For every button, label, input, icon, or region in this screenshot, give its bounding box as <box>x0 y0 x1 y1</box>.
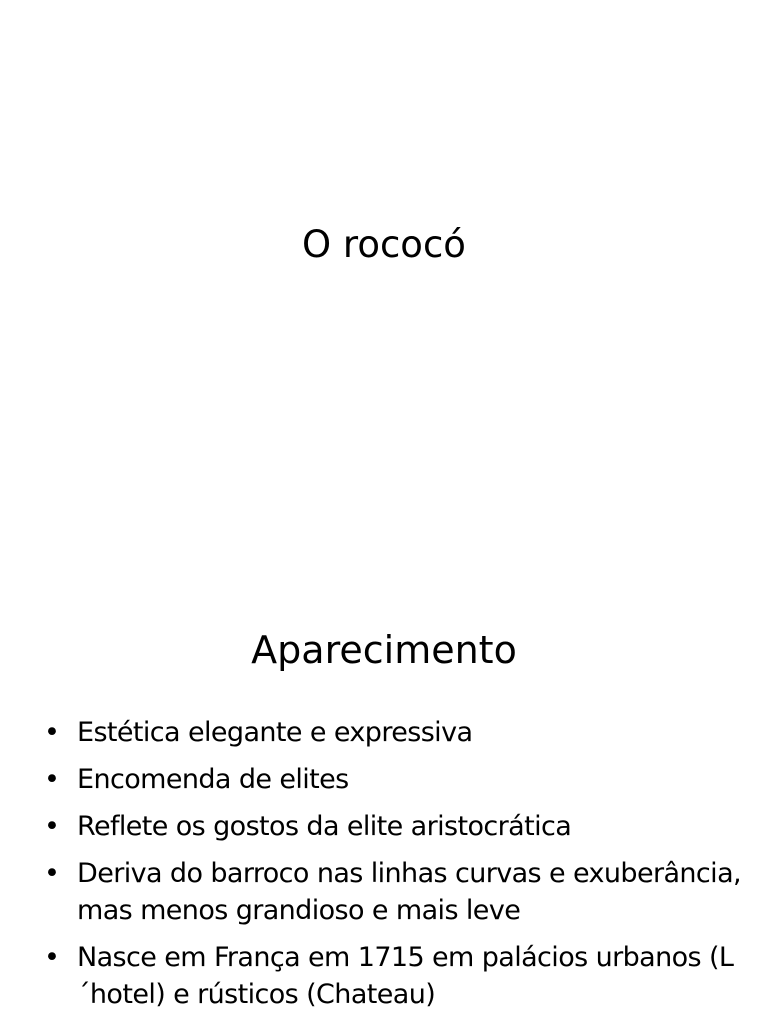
bullet-item <box>44 855 744 929</box>
bullet-icon: • <box>44 717 60 748</box>
bullet-text: Encomenda de elites <box>77 764 349 795</box>
slide-aparecimento <box>0 560 768 1024</box>
slide-heading: Aparecimento <box>251 628 517 672</box>
bullet-item <box>44 939 744 1013</box>
bullet-item <box>44 808 744 845</box>
bullet-icon: • <box>44 764 60 795</box>
bullet-text: Deriva do barroco nas linhas curvas e exuberância, mas menos grandioso e mais leve <box>77 858 741 926</box>
slide-title-heading: O rococó <box>302 223 466 266</box>
bullet-text: Nasce em França em 1715 em palácios urbanos (L´hotel) e rústicos (Chateau) <box>77 942 734 1010</box>
bullet-icon: • <box>44 811 60 842</box>
bullet-icon: • <box>44 858 60 889</box>
bullet-text: Estética elegante e expressiva <box>77 717 473 748</box>
bullet-list <box>44 714 744 1023</box>
bullet-text: Reflete os gostos da elite aristocrática <box>77 811 572 842</box>
bullet-icon: • <box>44 942 60 973</box>
bullet-item <box>44 714 744 751</box>
bullet-item <box>44 761 744 798</box>
